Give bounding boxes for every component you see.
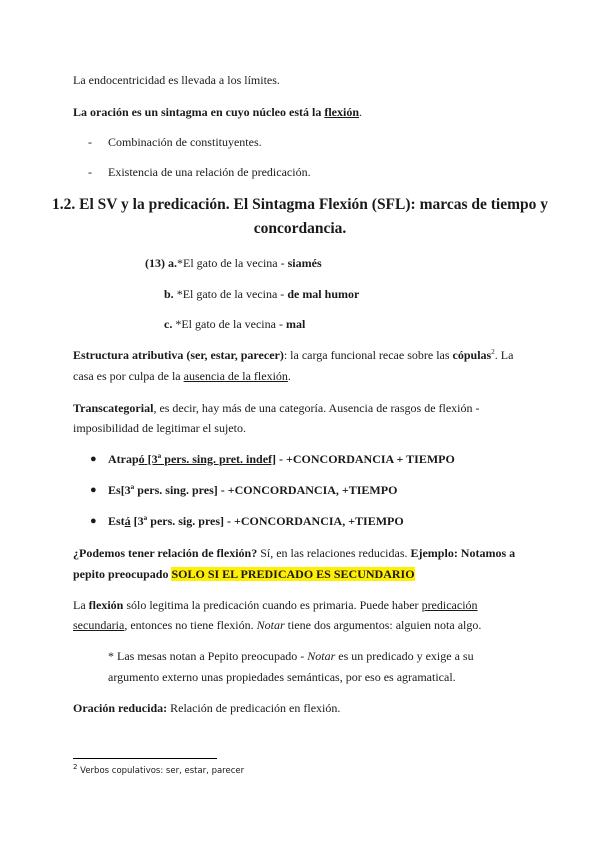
flexion-term: flexión	[88, 598, 124, 612]
bullet-item-es	[108, 482, 397, 498]
question-text: ¿Podemos tener relación de flexión?	[73, 546, 258, 560]
example-b	[164, 286, 359, 302]
dash-marker: -	[88, 135, 92, 149]
mesas-line1	[108, 648, 474, 664]
example-text: pepito preocupado	[73, 567, 172, 581]
mesas-text: es un predicado y exige a su	[335, 649, 474, 663]
thesis-term: flexión	[324, 105, 360, 119]
dash-item: Combinación de constituyentes.	[108, 135, 262, 149]
question-line2	[73, 566, 415, 582]
example-text: *El gato de la vecina -	[172, 317, 286, 331]
thesis-end: .	[359, 105, 363, 119]
dash-item: Existencia de una relación de predicación.	[108, 165, 311, 179]
example-label: b.	[164, 287, 174, 301]
transcategorial-line2: imposibilidad de legitimar el sujeto.	[73, 421, 246, 435]
question-answer: Sí, en las relaciones reducidas.	[257, 546, 411, 560]
thesis-line	[73, 104, 362, 120]
atributiva-text: : la carga funcional recae sobre las	[283, 348, 453, 362]
footnote-separator	[73, 758, 217, 759]
dash-marker: -	[88, 165, 92, 179]
atributiva-line2-end: .	[287, 369, 291, 383]
bullet-icon: ●	[90, 515, 97, 527]
question-line1	[73, 545, 515, 561]
verb-ending: ó	[138, 452, 145, 466]
reducida-line	[73, 700, 340, 716]
para-text: sólo legitima la predicación cuando es primaria. Puede haber	[123, 598, 422, 612]
mesas-text: * Las mesas notan a Pepito preocupado -	[108, 649, 308, 663]
bullet-icon: ●	[90, 453, 97, 465]
ausencia-flexion: ausencia de la flexión	[183, 369, 288, 383]
example-label: Ejemplo: Notamos a	[410, 546, 516, 560]
copulas-term: cópulas	[452, 348, 492, 362]
bullet-item-esta	[108, 513, 404, 529]
notar-term: Notar	[256, 618, 285, 632]
footnote-text: Verbos copulativos: ser, estar, parecer	[77, 766, 245, 776]
verb-features: [3ª pers. sing. pret. indef]	[144, 452, 277, 466]
example-a	[145, 255, 322, 271]
reducida-term: Oración reducida:	[73, 701, 168, 715]
mesas-line2: argumento externo unas propiedades semánticas, por eso es agramatical.	[108, 670, 456, 684]
secundaria-underline: secundaria	[73, 618, 125, 632]
verb-features: [3ª pers. sing. pres]	[120, 483, 218, 497]
footnote	[73, 765, 244, 777]
transcategorial-term: Transcategorial	[73, 401, 154, 415]
verb-stem: Es	[108, 483, 121, 497]
section-heading-line1: 1.2. El SV y la predicación. El Sintagma Flexión (SFL): marcas de tiempo y	[51, 196, 548, 213]
footnote-mark: 2	[73, 763, 78, 772]
verb-result: - +CONCORDANCIA + TIEMPO	[276, 452, 455, 466]
example-bold: de mal humor	[287, 287, 360, 301]
verb-result: - +CONCORDANCIA, +TIEMPO	[217, 483, 398, 497]
example-text: *El gato de la vecina -	[177, 256, 288, 270]
bullet-icon: ●	[90, 484, 97, 496]
reducida-text: Relación de predicación en flexión.	[167, 701, 341, 715]
example-bold: mal	[285, 317, 306, 331]
example-text: *El gato de la vecina -	[173, 287, 288, 301]
flexion-para-line1	[73, 597, 478, 613]
atributiva-line1	[73, 347, 513, 363]
verb-stem: Atrap	[108, 452, 139, 466]
example-label: c.	[164, 317, 173, 331]
verb-stem: Est	[108, 514, 125, 528]
atributiva-term: Estructura atributiva (ser, estar, parecer)	[73, 348, 284, 362]
section-heading-line2: concordancia.	[253, 220, 347, 237]
example-bold: siamés	[287, 256, 322, 270]
verb-ending: á	[124, 514, 131, 528]
verb-result: - +CONCORDANCIA, +TIEMPO	[224, 514, 404, 528]
predicacion-underline: predicación	[421, 598, 478, 612]
example-c	[164, 316, 305, 332]
atributiva-text-end: . La	[494, 348, 514, 362]
atributiva-line2	[73, 368, 291, 384]
para-text: , entonces no tiene flexión.	[124, 618, 257, 632]
verb-features: [3ª pers. sig. pres]	[130, 514, 225, 528]
para-text: La	[73, 598, 89, 612]
thesis-text: La oración es un sintagma en cuyo núcleo está la	[73, 105, 325, 119]
highlighted-note: SOLO SI EL PREDICADO ES SECUNDARIO	[171, 567, 415, 581]
flexion-para-line2	[73, 617, 481, 633]
intro-line: La endocentricidad es llevada a los límites.	[73, 73, 280, 87]
footnote-ref[interactable]: 2	[491, 348, 495, 356]
transcategorial-text: , es decir, hay más de una categoría. Ausencia de rasgos de flexión -	[153, 401, 480, 415]
bullet-item-atrapo	[108, 451, 455, 467]
notar-term: Notar	[307, 649, 336, 663]
atributiva-line2-text: casa es por culpa de la	[73, 369, 184, 383]
example-label: (13) a.	[145, 256, 177, 270]
transcategorial-line1	[73, 400, 480, 416]
para-text: tiene dos argumentos: alguien nota algo.	[284, 618, 482, 632]
